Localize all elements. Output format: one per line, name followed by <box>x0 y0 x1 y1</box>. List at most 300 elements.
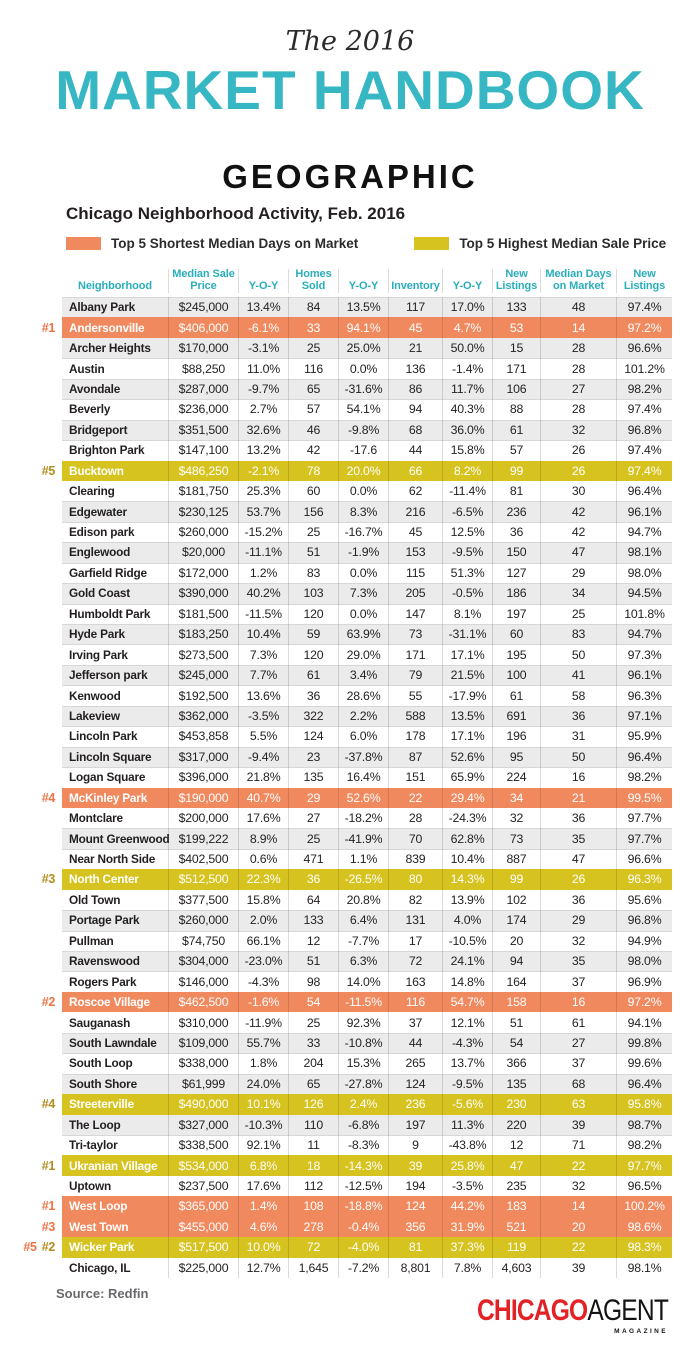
stat-value: 21.8% <box>238 767 288 787</box>
stat-value: 124 <box>288 726 338 746</box>
stat-value: 96.6% <box>616 849 672 869</box>
stat-value: 79 <box>388 665 442 685</box>
table-row <box>6 788 672 808</box>
stat-value: 95.8% <box>616 1094 672 1114</box>
stat-value: 216 <box>388 501 442 521</box>
rank-badge: #4 <box>41 1097 55 1112</box>
stat-value: 98.6% <box>616 1217 672 1237</box>
stat-value: 11.0% <box>238 358 288 378</box>
table-row <box>6 542 672 562</box>
neighborhood-name: Wicker Park <box>69 1240 135 1255</box>
stat-value: 97.4% <box>616 461 672 481</box>
stat-value: 94.1% <box>616 1012 672 1032</box>
stat-value: 7.8% <box>442 1258 492 1278</box>
table-row <box>6 890 672 910</box>
stat-value: 98.7% <box>616 1115 672 1135</box>
stat-value: 10.0% <box>238 1237 288 1257</box>
stat-value: 94 <box>492 951 540 971</box>
stat-value: 21.5% <box>442 665 492 685</box>
stat-value: 9 <box>388 1135 442 1155</box>
table-row <box>6 1094 672 1114</box>
stat-value: 64 <box>288 890 338 910</box>
stat-value: 52.6% <box>338 788 388 808</box>
column-header: Inventory <box>388 269 442 293</box>
stat-value: -24.3% <box>442 808 492 828</box>
stat-value: 47 <box>492 1155 540 1175</box>
rank-gutter <box>6 358 62 378</box>
stat-value: 278 <box>288 1217 338 1237</box>
stat-value: $310,000 <box>168 1012 238 1032</box>
stat-value: 98.2% <box>616 767 672 787</box>
stat-value: 86 <box>388 379 442 399</box>
stat-value: 32 <box>540 1176 616 1196</box>
stat-value: 36 <box>540 808 616 828</box>
stat-value: -17.9% <box>442 685 492 705</box>
stat-value: 97.1% <box>616 706 672 726</box>
stat-value: 136 <box>388 358 442 378</box>
stat-value: -3.5% <box>238 706 288 726</box>
stat-value: 20.8% <box>338 890 388 910</box>
stat-value: 131 <box>388 910 442 930</box>
rank-gutter <box>6 767 62 787</box>
stat-value: 99.8% <box>616 1033 672 1053</box>
stat-value: $362,000 <box>168 706 238 726</box>
rank-gutter <box>6 808 62 828</box>
stat-value: 92.1% <box>238 1135 288 1155</box>
stat-value: 2.4% <box>338 1094 388 1114</box>
stat-value: 44 <box>388 440 442 460</box>
table-row <box>6 338 672 358</box>
stat-value: 98.2% <box>616 1135 672 1155</box>
stat-value: 96.3% <box>616 869 672 889</box>
rank-gutter <box>6 971 62 991</box>
rank-gutter <box>6 1074 62 1094</box>
stat-value: 3.4% <box>338 665 388 685</box>
neighborhood-name: West Loop <box>69 1199 128 1214</box>
stat-value: -26.5% <box>338 869 388 889</box>
stat-value: -11.9% <box>238 1012 288 1032</box>
neighborhood-name: Brighton Park <box>69 443 145 458</box>
stat-value: 236 <box>388 1094 442 1114</box>
stat-value: 10.1% <box>238 1094 288 1114</box>
rank-badge: #5 <box>23 1240 37 1255</box>
rank-gutter <box>6 1196 62 1216</box>
stat-value: $245,000 <box>168 665 238 685</box>
stat-value: 65.9% <box>442 767 492 787</box>
stat-value: -6.5% <box>442 501 492 521</box>
stat-value: 33 <box>288 317 338 337</box>
table-row <box>6 1176 672 1196</box>
rank-gutter <box>6 910 62 930</box>
neighborhood-name: Avondale <box>69 381 121 396</box>
neighborhood-name: Garfield Ridge <box>69 565 147 580</box>
stat-value: 42 <box>288 440 338 460</box>
stat-value: 197 <box>388 1115 442 1135</box>
stat-value: 31 <box>540 726 616 746</box>
rank-gutter <box>6 788 62 808</box>
neighborhood-name: Mount Greenwood <box>69 831 170 846</box>
stat-value: 156 <box>288 501 338 521</box>
stat-value: 57 <box>492 440 540 460</box>
stat-value: -11.4% <box>442 481 492 501</box>
stat-value: 28 <box>540 338 616 358</box>
stat-value: 2.0% <box>238 910 288 930</box>
stat-value: 197 <box>492 604 540 624</box>
stat-value: 81 <box>492 481 540 501</box>
stat-value: 10.4% <box>238 624 288 644</box>
table-row <box>6 869 672 889</box>
stat-value: 32 <box>492 808 540 828</box>
stat-value: 14.0% <box>338 971 388 991</box>
stat-value: -9.4% <box>238 747 288 767</box>
stat-value: 70 <box>388 828 442 848</box>
stat-value: 691 <box>492 706 540 726</box>
stat-value: -5.6% <box>442 1094 492 1114</box>
stat-value: 178 <box>388 726 442 746</box>
stat-value: 220 <box>492 1115 540 1135</box>
stat-value: 98.1% <box>616 1258 672 1278</box>
stat-value: $390,000 <box>168 583 238 603</box>
stat-value: 96.6% <box>616 338 672 358</box>
stat-value: $490,000 <box>168 1094 238 1114</box>
stat-value: 25 <box>288 522 338 542</box>
stat-value: 29 <box>540 563 616 583</box>
column-header: Median Days on Market <box>540 269 616 293</box>
table-row <box>6 726 672 746</box>
stat-value: $245,000 <box>168 297 238 317</box>
stat-value: 96.8% <box>616 420 672 440</box>
neighborhood-name: Archer Heights <box>69 341 151 356</box>
stat-value: $230,125 <box>168 501 238 521</box>
neighborhood-name: Roscoe Village <box>69 995 150 1010</box>
stat-value: 119 <box>492 1237 540 1257</box>
stat-value: 17.6% <box>238 1176 288 1196</box>
stat-value: 99.5% <box>616 788 672 808</box>
table-row <box>6 808 672 828</box>
stat-value: 25 <box>288 828 338 848</box>
stat-value: 164 <box>492 971 540 991</box>
stat-value: 4,603 <box>492 1258 540 1278</box>
stat-value: 98.0% <box>616 951 672 971</box>
stat-value: 117 <box>388 297 442 317</box>
stat-value: 96.1% <box>616 501 672 521</box>
stat-value: -3.5% <box>442 1176 492 1196</box>
stat-value: 46 <box>288 420 338 440</box>
stat-value: $304,000 <box>168 951 238 971</box>
stat-value: 839 <box>388 849 442 869</box>
stat-value: 16.4% <box>338 767 388 787</box>
stat-value: 20 <box>492 931 540 951</box>
stat-value: 61 <box>492 420 540 440</box>
stat-value: $396,000 <box>168 767 238 787</box>
stat-value: 22.3% <box>238 869 288 889</box>
title-overline: The 2016 <box>285 26 415 57</box>
rank-gutter <box>6 931 62 951</box>
logo-agent-text: AGENT <box>587 1294 668 1327</box>
table-row <box>6 604 672 624</box>
table-row <box>6 849 672 869</box>
stat-value: 52.6% <box>442 747 492 767</box>
stat-value: 0.6% <box>238 849 288 869</box>
stat-value: 150 <box>492 542 540 562</box>
stat-value: 97.2% <box>616 317 672 337</box>
neighborhood-name: South Loop <box>69 1056 133 1071</box>
neighborhood-name: The Loop <box>69 1117 121 1132</box>
stat-value: $20,000 <box>168 542 238 562</box>
stat-value: 366 <box>492 1053 540 1073</box>
stat-value: 53 <box>492 317 540 337</box>
stat-value: 58 <box>540 685 616 705</box>
stat-value: -4.3% <box>238 971 288 991</box>
table-row <box>6 317 672 337</box>
table-row <box>6 931 672 951</box>
stat-value: 68 <box>388 420 442 440</box>
stat-value: 98.3% <box>616 1237 672 1257</box>
stat-value: 356 <box>388 1217 442 1237</box>
column-header: Y-O-Y <box>442 269 492 293</box>
stat-value: 183 <box>492 1196 540 1216</box>
rank-gutter <box>6 420 62 440</box>
stat-value: $365,000 <box>168 1196 238 1216</box>
stat-value: 31.9% <box>442 1217 492 1237</box>
table-row <box>6 583 672 603</box>
stat-value: 94.5% <box>616 583 672 603</box>
stat-value: 94.7% <box>616 522 672 542</box>
rank-gutter <box>6 1053 62 1073</box>
stat-value: -1.4% <box>442 358 492 378</box>
stat-value: 36.0% <box>442 420 492 440</box>
stat-value: 10.4% <box>442 849 492 869</box>
stat-value: $88,250 <box>168 358 238 378</box>
stat-value: -0.5% <box>442 583 492 603</box>
stat-value: 88 <box>492 399 540 419</box>
stat-value: -1.9% <box>338 542 388 562</box>
rank-gutter <box>6 828 62 848</box>
stat-value: 112 <box>288 1176 338 1196</box>
stat-value: $237,500 <box>168 1176 238 1196</box>
neighborhood-name: McKinley Park <box>69 790 148 805</box>
stat-value: 11.7% <box>442 379 492 399</box>
stat-value: 7.7% <box>238 665 288 685</box>
stat-value: 127 <box>492 563 540 583</box>
rank-gutter <box>6 604 62 624</box>
stat-value: 42 <box>540 501 616 521</box>
stat-value: 29.4% <box>442 788 492 808</box>
stat-value: 174 <box>492 910 540 930</box>
stat-value: -31.1% <box>442 624 492 644</box>
table-title: Chicago Neighborhood Activity, Feb. 2016 <box>66 204 406 223</box>
stat-value: 20.0% <box>338 461 388 481</box>
rank-gutter <box>6 644 62 664</box>
stat-value: -2.1% <box>238 461 288 481</box>
neighborhood-name: Portage Park <box>69 913 140 928</box>
stat-value: 50 <box>540 747 616 767</box>
stat-value: 22 <box>540 1237 616 1257</box>
column-header: Y-O-Y <box>238 269 288 293</box>
stat-value: 51 <box>492 1012 540 1032</box>
stat-value: 35 <box>540 951 616 971</box>
table-row <box>6 910 672 930</box>
stat-value: -10.5% <box>442 931 492 951</box>
logo-magazine-text: MAGAZINE <box>614 1328 668 1335</box>
stat-value: -11.5% <box>238 604 288 624</box>
stat-value: 0.0% <box>338 604 388 624</box>
column-header: Median Sale Price <box>168 269 238 293</box>
table-header-row <box>6 263 672 297</box>
stat-value: 61 <box>288 665 338 685</box>
stat-value: 116 <box>288 358 338 378</box>
legend <box>66 236 666 251</box>
stat-value: 45 <box>388 317 442 337</box>
stat-value: 63.9% <box>338 624 388 644</box>
neighborhood-name: Bridgeport <box>69 422 128 437</box>
stat-value: $109,000 <box>168 1033 238 1053</box>
stat-value: 15 <box>492 338 540 358</box>
stat-value: 588 <box>388 706 442 726</box>
neighborhood-name: Streeterville <box>69 1097 134 1112</box>
stat-value: 171 <box>388 644 442 664</box>
stat-value: 44.2% <box>442 1196 492 1216</box>
stat-value: -3.1% <box>238 338 288 358</box>
rank-gutter <box>6 951 62 971</box>
stat-value: 100.2% <box>616 1196 672 1216</box>
rank-gutter <box>6 624 62 644</box>
stat-value: -43.8% <box>442 1135 492 1155</box>
stat-value: 471 <box>288 849 338 869</box>
stat-value: -9.5% <box>442 542 492 562</box>
masthead <box>0 0 700 196</box>
table-row <box>6 767 672 787</box>
stat-value: 36 <box>492 522 540 542</box>
stat-value: 95.9% <box>616 726 672 746</box>
rank-badge: #2 <box>41 995 55 1010</box>
stat-value: 37 <box>540 1053 616 1073</box>
table-row <box>6 1135 672 1155</box>
stat-value: -10.8% <box>338 1033 388 1053</box>
column-header: New Listings <box>616 269 672 293</box>
rank-gutter <box>6 726 62 746</box>
table-row <box>6 665 672 685</box>
neighborhood-name: South Shore <box>69 1076 137 1091</box>
rank-badge: #2 <box>41 1240 55 1255</box>
neighborhood-name: Kenwood <box>69 688 121 703</box>
stat-value: -4.3% <box>442 1033 492 1053</box>
stat-value: 61 <box>540 1012 616 1032</box>
stat-value: 8.2% <box>442 461 492 481</box>
stat-value: 120 <box>288 604 338 624</box>
stat-value: 27 <box>540 379 616 399</box>
stat-value: 1,645 <box>288 1258 338 1278</box>
stat-value: $486,250 <box>168 461 238 481</box>
stat-value: $338,000 <box>168 1053 238 1073</box>
stat-value: 32 <box>540 931 616 951</box>
stat-value: $517,500 <box>168 1237 238 1257</box>
stat-value: 28 <box>540 358 616 378</box>
stat-value: 72 <box>288 1237 338 1257</box>
rank-gutter <box>6 317 62 337</box>
stat-value: 6.0% <box>338 726 388 746</box>
stat-value: 158 <box>492 992 540 1012</box>
stat-value: 0.0% <box>338 481 388 501</box>
legend-item-highest-price <box>414 236 666 251</box>
stat-value: $199,222 <box>168 828 238 848</box>
stat-value: -41.9% <box>338 828 388 848</box>
stat-value: 224 <box>492 767 540 787</box>
stat-value: 17.1% <box>442 644 492 664</box>
stat-value: -27.8% <box>338 1074 388 1094</box>
stat-value: -12.5% <box>338 1176 388 1196</box>
stat-value: 54.7% <box>442 992 492 1012</box>
stat-value: -18.8% <box>338 1196 388 1216</box>
stat-value: 108 <box>288 1196 338 1216</box>
neighborhood-name: Lincoln Park <box>69 729 138 744</box>
rank-badge: #1 <box>41 320 55 335</box>
stat-value: $183,250 <box>168 624 238 644</box>
stat-value: 101.2% <box>616 358 672 378</box>
stat-value: 96.5% <box>616 1176 672 1196</box>
stat-value: 27 <box>540 1033 616 1053</box>
neighborhood-name: Clearing <box>69 484 115 499</box>
stat-value: $190,000 <box>168 788 238 808</box>
stat-value: 96.8% <box>616 910 672 930</box>
stat-value: 63 <box>540 1094 616 1114</box>
neighborhood-name: Beverly <box>69 402 111 417</box>
table-row <box>6 1115 672 1135</box>
rank-gutter <box>6 665 62 685</box>
stat-value: $406,000 <box>168 317 238 337</box>
rank-gutter <box>6 1176 62 1196</box>
stat-value: 2.7% <box>238 399 288 419</box>
stat-value: -31.6% <box>338 379 388 399</box>
table-row <box>6 563 672 583</box>
stat-value: 47 <box>540 542 616 562</box>
stat-value: $146,000 <box>168 971 238 991</box>
stat-value: 230 <box>492 1094 540 1114</box>
table-row <box>6 747 672 767</box>
stat-value: 15.8% <box>442 440 492 460</box>
stat-value: 126 <box>288 1094 338 1114</box>
stat-value: 6.3% <box>338 951 388 971</box>
table-row <box>6 951 672 971</box>
rank-badge: #3 <box>41 1219 55 1234</box>
neighborhood-name: Englewood <box>69 545 131 560</box>
stat-value: 33 <box>288 1033 338 1053</box>
neighborhood-name: Albany Park <box>69 300 135 315</box>
rank-gutter <box>6 849 62 869</box>
stat-value: 42 <box>540 522 616 542</box>
stat-value: 235 <box>492 1176 540 1196</box>
logo-chicago-text: CHICAGO <box>476 1294 588 1327</box>
stat-value: 205 <box>388 583 442 603</box>
stat-value: $236,000 <box>168 399 238 419</box>
stat-value: 95.6% <box>616 890 672 910</box>
stat-value: 25.8% <box>442 1155 492 1175</box>
stat-value: -17.6 <box>338 440 388 460</box>
rank-gutter <box>6 501 62 521</box>
neighborhood-name: Near North Side <box>69 852 156 867</box>
stat-value: 47 <box>540 849 616 869</box>
stat-value: 80 <box>388 869 442 889</box>
table-row <box>6 624 672 644</box>
stat-value: $338,500 <box>168 1135 238 1155</box>
stat-value: 32.6% <box>238 420 288 440</box>
stat-value: 98 <box>288 971 338 991</box>
stat-value: 84 <box>288 297 338 317</box>
stat-value: 96.4% <box>616 481 672 501</box>
stat-value: 11.3% <box>442 1115 492 1135</box>
stat-value: 7.3% <box>338 583 388 603</box>
rank-gutter <box>6 1094 62 1114</box>
